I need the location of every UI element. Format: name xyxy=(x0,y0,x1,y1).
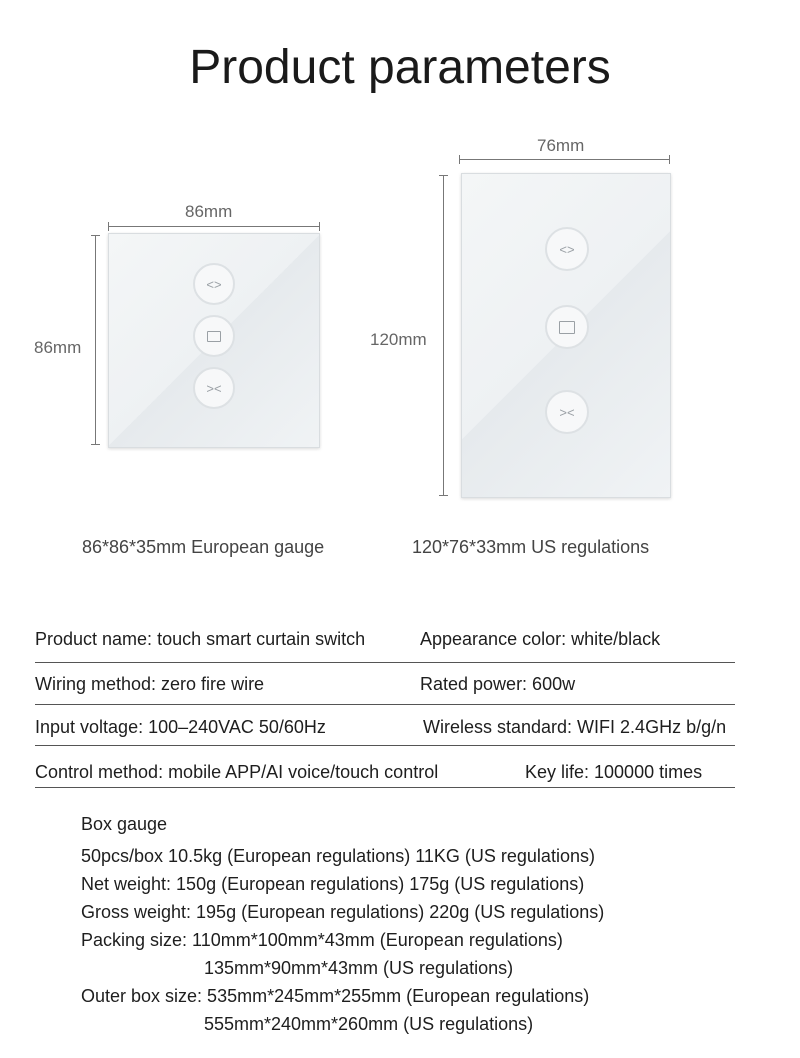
spec-divider xyxy=(35,704,735,705)
spec-appearance-color: Appearance color: white/black xyxy=(420,629,661,649)
eu-height-dimension-line xyxy=(95,235,96,445)
packing-size: Packing size: 110mm*100mm*43mm (European regulations) xyxy=(81,930,563,950)
outer-box-size: Outer box size: 535mm*245mm*255mm (European regulations) xyxy=(81,986,590,1006)
spec-divider xyxy=(35,787,735,788)
page-title: Product parameters xyxy=(189,41,611,94)
spec-wireless-standard: Wireless standard: WIFI 2.4GHz b/g/n xyxy=(423,717,727,737)
spec-rated-power: Rated power: 600w xyxy=(420,674,576,694)
eu-pause-button[interactable] xyxy=(193,315,235,357)
open-icon: <> xyxy=(559,241,575,257)
pause-icon xyxy=(207,331,221,342)
eu-width-tick-left xyxy=(108,222,109,231)
eu-open-button[interactable] xyxy=(193,263,235,305)
eu-height-tick-top xyxy=(91,235,100,236)
close-icon: >< xyxy=(559,404,575,420)
us-close-button[interactable] xyxy=(545,390,589,434)
close-icon: >< xyxy=(206,380,222,396)
us-height-tick-top xyxy=(439,175,448,176)
us-height-tick-bottom xyxy=(439,495,448,496)
box-gauge-line: 50pcs/box 10.5kg (European regulations) 11KG (US regulations) xyxy=(81,846,595,866)
eu-height-tick-bottom xyxy=(91,444,100,445)
eu-width-tick-right xyxy=(319,222,320,231)
box-gauge-heading: Box gauge xyxy=(81,814,168,834)
us-width-dimension-line xyxy=(459,159,670,160)
gross-weight: Gross weight: 195g (European regulations) 220g (US regulations) xyxy=(81,902,605,922)
eu-height-label: 86mm xyxy=(34,338,82,357)
spec-divider xyxy=(35,662,735,663)
us-pause-button[interactable] xyxy=(545,305,589,349)
eu-caption: 86*86*35mm European gauge xyxy=(82,537,325,557)
open-icon: <> xyxy=(206,276,222,292)
eu-switch-panel xyxy=(108,233,320,448)
us-switch-panel xyxy=(461,173,671,498)
net-weight: Net weight: 150g (European regulations) 175g (US regulations) xyxy=(81,874,585,894)
spec-product-name: Product name: touch smart curtain switch xyxy=(35,629,366,649)
spec-divider xyxy=(35,745,735,746)
spec-input-voltage: Input voltage: 100–240VAC 50/60Hz xyxy=(35,717,326,737)
spec-key-life: Key life: 100000 times xyxy=(525,762,703,782)
us-width-label: 76mm xyxy=(537,136,585,155)
eu-width-dimension-line xyxy=(108,226,320,227)
us-height-dimension-line xyxy=(443,175,444,496)
eu-width-label: 86mm xyxy=(185,202,233,221)
eu-close-button[interactable] xyxy=(193,367,235,409)
outer-box-size-us: 555mm*240mm*260mm (US regulations) xyxy=(204,1014,534,1034)
us-caption: 120*76*33mm US regulations xyxy=(412,537,650,557)
packing-size-us: 135mm*90mm*43mm (US regulations) xyxy=(204,958,514,978)
us-width-tick-left xyxy=(459,155,460,164)
us-height-label: 120mm xyxy=(370,330,427,349)
us-open-button[interactable] xyxy=(545,227,589,271)
us-width-tick-right xyxy=(669,155,670,164)
spec-control-method: Control method: mobile APP/AI voice/touch control xyxy=(35,762,439,782)
spec-wiring-method: Wiring method: zero fire wire xyxy=(35,674,265,694)
pause-icon xyxy=(559,321,575,334)
